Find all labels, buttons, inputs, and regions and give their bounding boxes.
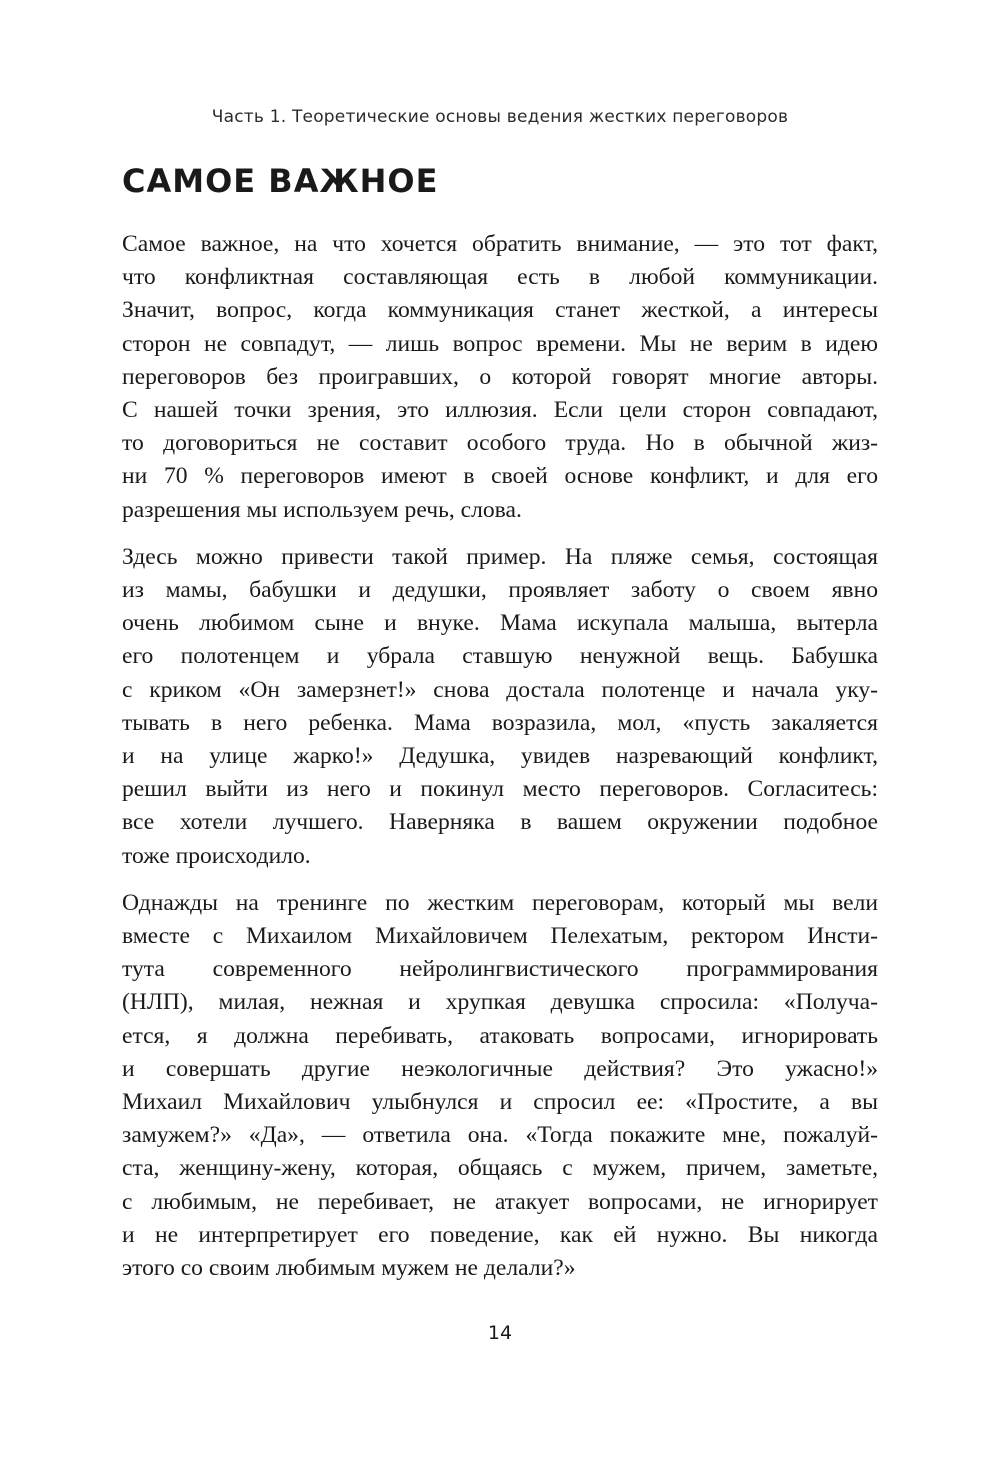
text-line: Здесь можно привести такой пример. На пляже семья, состоящая — [122, 543, 878, 570]
paragraph-3 — [122, 887, 878, 1285]
text-line: замужем?» «Да», — ответила она. «Тогда покажите мне, пожалуй- — [122, 1122, 878, 1149]
section-title: САМОЕ ВАЖНОЕ — [122, 162, 439, 200]
text-line: тута современного нейролингвистического программирования — [122, 956, 878, 983]
text-line: все хотели лучшего. Наверняка в вашем окружении подобное — [122, 809, 878, 836]
text-line: с криком «Он замерзнет!» снова достала полотенце и начала уку- — [122, 676, 878, 703]
text-line: из мамы, бабушки и дедушки, проявляет заботу о своем явно — [122, 577, 878, 604]
text-line: вместе с Михаилом Михайловичем Пелехатым, ректором Инсти- — [122, 923, 878, 950]
text-line: его полотенцем и убрала ставшую ненужной вещь. Бабушка — [122, 643, 878, 670]
text-line: ется, я должна перебивать, атаковать вопросами, игнорировать — [122, 1022, 878, 1049]
text-line: что конфликтная составляющая есть в любой коммуникации. — [122, 264, 878, 291]
text-line: сторон не совпадут, — лишь вопрос времени. Мы не верим в идею — [122, 330, 878, 357]
paragraph-1 — [122, 228, 878, 527]
text-line: тоже происходило. — [122, 842, 311, 869]
text-line: переговоров без проигравших, о которой говорят многие авторы. — [122, 363, 878, 390]
text-line: разрешения мы используем речь, слова. — [122, 496, 522, 523]
text-line: Значит, вопрос, когда коммуникация станет жесткой, а интересы — [122, 297, 878, 324]
text-line: и совершать другие неэкологичные действия? Это ужасно!» — [122, 1055, 878, 1082]
text-line: Однажды на тренинге по жестким переговорам, который мы вели — [122, 889, 878, 916]
text-line: этого со своим любимым мужем не делали?» — [122, 1255, 576, 1282]
running-header: Часть 1. Теоретические основы ведения жестких переговоров — [211, 107, 789, 127]
text-line: то договориться не составит особого труда. Но в обычной жиз- — [122, 430, 878, 457]
text-line: и не интерпретирует его поведение, как ей нужно. Вы никогда — [122, 1221, 878, 1248]
text-line: решил выйти из него и покинул место переговоров. Согласитесь: — [122, 776, 878, 803]
page-number: 14 — [487, 1322, 513, 1344]
text-line: и на улице жарко!» Дедушка, увидев назревающий конфликт, — [122, 743, 878, 770]
text-line: (НЛП), милая, нежная и хрупкая девушка спросила: «Получа- — [122, 989, 878, 1016]
text-line: Самое важное, на что хочется обратить внимание, — это тот факт, — [122, 231, 878, 257]
text-line: очень любимом сыне и внуке. Мама искупала малыша, вытерла — [122, 610, 878, 637]
text-line: Михаил Михайлович улыбнулся и спросил ее: «Простите, а вы — [122, 1089, 878, 1116]
text-line: С нашей точки зрения, это иллюзия. Если цели сторон совпадают, — [122, 397, 878, 424]
text-line: ни 70 % переговоров имеют в своей основе конфликт, и для его — [122, 463, 878, 490]
text-line: тывать в него ребенка. Мама возразила, мол, «пусть закаляется — [122, 709, 878, 736]
text-line: с любимым, не перебивает, не атакует вопросами, не игнорирует — [122, 1188, 878, 1215]
body-text — [122, 228, 878, 1299]
text-line: ста, женщину-жену, которая, общаясь с мужем, причем, заметьте, — [122, 1155, 878, 1182]
paragraph-2 — [122, 541, 878, 873]
